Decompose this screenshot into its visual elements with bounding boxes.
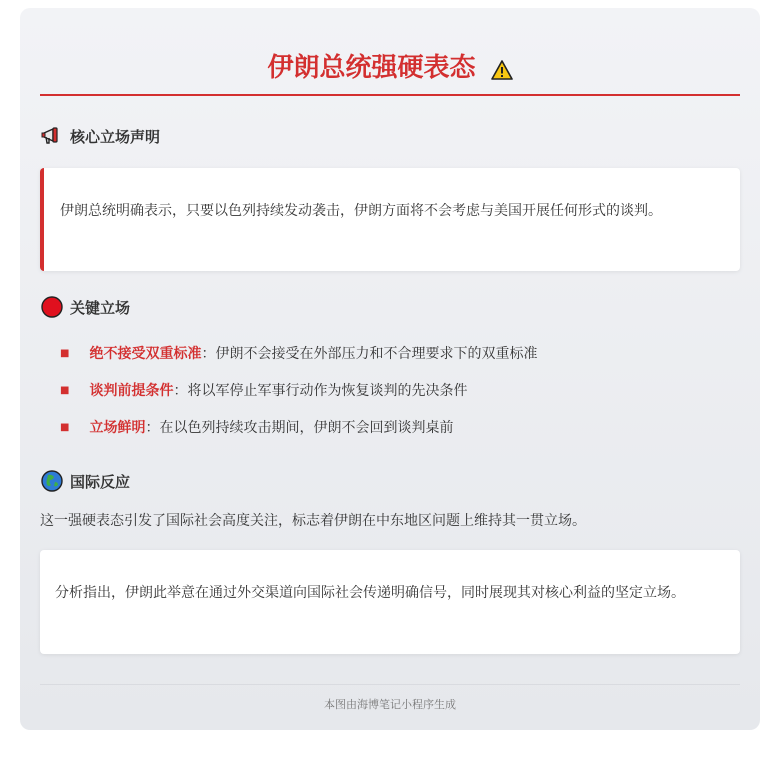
key-point-label: 立场鲜明 bbox=[89, 420, 146, 436]
bullet-icon: ■ bbox=[60, 385, 70, 396]
page-header bbox=[40, 48, 740, 96]
section-key-header bbox=[40, 295, 130, 319]
key-point-item bbox=[60, 417, 453, 439]
analysis-text: 分析指出，伊朗此举意在通过外交渠道向国际社会传递明确信号，同时展现其对核心利益的坚定立场。 bbox=[55, 585, 685, 601]
section-core-header bbox=[40, 124, 160, 148]
globe-icon bbox=[40, 469, 64, 493]
analysis-box bbox=[40, 550, 740, 654]
megaphone-icon bbox=[40, 124, 64, 148]
key-point-item bbox=[60, 343, 537, 365]
section-key-title: 关键立场 bbox=[70, 298, 131, 317]
warning-icon bbox=[491, 60, 513, 84]
core-statement-box bbox=[40, 168, 740, 271]
key-point-text: ：在以色列持续攻击期间，伊朗不会回到谈判桌前 bbox=[145, 420, 454, 436]
content-card bbox=[20, 8, 760, 730]
intl-reaction-text: 这一强硬表态引发了国际社会高度关注，标志着伊朗在中东地区问题上维持其一贯立场。 bbox=[40, 513, 586, 529]
bullet-icon: ■ bbox=[60, 348, 70, 359]
key-point-item bbox=[60, 380, 467, 402]
bullet-icon: ■ bbox=[60, 422, 70, 433]
key-point-text: ：伊朗不会接受在外部压力和不合理要求下的双重标准 bbox=[201, 346, 538, 362]
section-intl-header bbox=[40, 469, 130, 493]
core-statement-text: 伊朗总统明确表示，只要以色列持续发动袭击，伊朗方面将不会考虑与美国开展任何形式的谈判。 bbox=[60, 203, 662, 219]
section-core-title: 核心立场声明 bbox=[70, 127, 161, 146]
footer-text: 本图由海博笔记小程序生成 bbox=[324, 698, 456, 711]
section-intl-title: 国际反应 bbox=[70, 472, 131, 491]
red-circle-icon bbox=[40, 295, 64, 319]
key-point-label: 绝不接受双重标准 bbox=[89, 346, 202, 362]
key-point-label: 谈判前提条件 bbox=[89, 383, 174, 399]
key-point-text: ：将以军停止军事行动作为恢复谈判的先决条件 bbox=[173, 383, 468, 399]
page-title: 伊朗总统强硬表态 bbox=[267, 53, 476, 83]
footer-divider bbox=[40, 684, 740, 685]
